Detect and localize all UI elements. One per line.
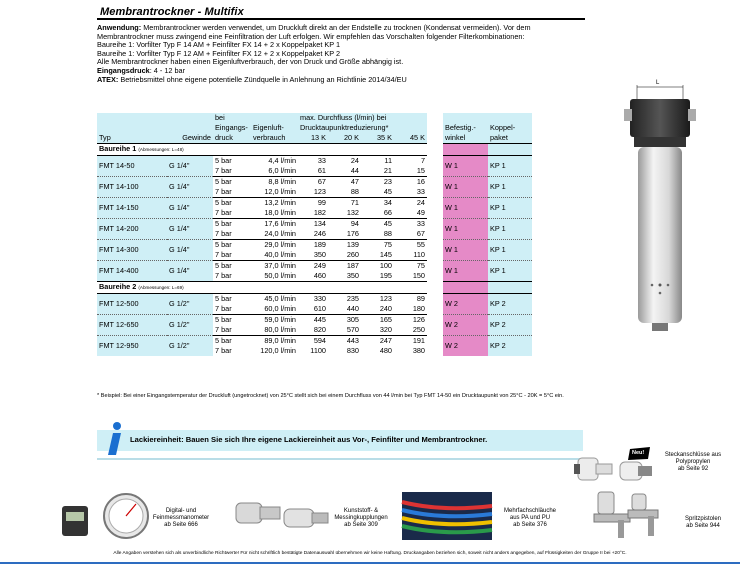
product-schlaeuche[interactable]: Mehrfachschläuche aus PA und PU ab Seite 376 xyxy=(503,508,557,529)
new-badge: Neu! xyxy=(628,447,668,461)
footer-disclaimer: Alle Angaben verstehen sich als unverbindliche Richtwerte! Für nicht schriftlich bestätigte Datenauswahl übernehmen wir keine Haftung. Druckangaben beziehen sich, soweit nicht anders angegeben, auf Flüssigkeiten der Gruppe II bei +20°C. xyxy=(113,551,627,556)
cell-e: 50,0 l/min xyxy=(264,271,296,280)
cell-k45: 67 xyxy=(416,229,425,238)
row-coupling: KP 1 xyxy=(488,177,532,198)
row-coupling: KP 2 xyxy=(488,336,532,357)
page-title-bar xyxy=(97,7,585,20)
cell-k13: 1100 xyxy=(310,346,326,355)
cell-p: 7 bar xyxy=(215,304,232,313)
cell-e: 60,0 l/min xyxy=(264,304,296,313)
cell-k13: 594 xyxy=(298,336,328,347)
cell-p: 5 bar xyxy=(213,219,251,230)
cell-k45: 16 xyxy=(394,177,427,188)
cell-k13: 246 xyxy=(313,229,326,238)
cell-k45: 110 xyxy=(413,250,425,259)
cell-k45: 126 xyxy=(394,315,427,326)
product-table xyxy=(97,113,532,356)
cell-p: 5 bar xyxy=(213,261,251,272)
cell-p: 7 bar xyxy=(215,271,232,280)
cell-k13: 99 xyxy=(298,198,328,209)
cell-k45: 250 xyxy=(412,325,425,334)
header-row-1: bei max. Durchfluss (l/min) bei xyxy=(97,113,532,123)
row-bracket: W 2 xyxy=(443,294,488,315)
row-thread: G 1/4" xyxy=(167,198,213,219)
cell-k20: 94 xyxy=(328,219,361,230)
cell-e: 89,0 l/min xyxy=(251,336,298,347)
row-type: FMT 14-150 xyxy=(97,198,167,219)
cell-k35: 240 xyxy=(379,304,392,313)
cell-k35: 165 xyxy=(361,315,394,326)
table-row xyxy=(97,336,532,347)
intro-text: Anwendung: Membrantrockner werden verwendet, um Druckluft direkt an der Endstelle zu trocknen (Kondensat vermeiden). Vor dem Membrantrockner muss zwingend eine Feinfiltration der Luft erfolgen. Wir empfehlen das Vorschalten folgender Filterkombinationen: Baureihe 1: Vorfilter Typ F 14 AM + Feinfilter FX 14 + 2 x Koppelpaket KP 1 Baureihe 1: Vorfilter Typ F 12 AM + Feinfilter FX 12 + 2 x Koppelpaket KP 2 Alle Membrantrockner haben einen Eigenluftverbrauch, der von Druck und Größe abhängig ist. Eingangsdruck: 4 - 12 bar ATEX: Betriebsmittel ohne eigene potentielle Zündquelle in Anlehnung an Richtlinie 2014/34/EU xyxy=(97,23,531,84)
row-type: FMT 14-400 xyxy=(97,261,167,282)
membrane-dryer-image xyxy=(610,80,705,340)
cell-k13: 350 xyxy=(313,250,326,259)
cell-p: 7 bar xyxy=(215,346,232,355)
cell-k13: 33 xyxy=(298,156,328,167)
cell-e: 18,0 l/min xyxy=(264,208,296,217)
cell-k45: 15 xyxy=(416,166,425,175)
footnote: * Beispiel: Bei einer Eingangstemperatur der Druckluft (ungetrocknet) von 25°C stellt sich bei einem Durchfluss von 44 l/min bei Typ FMT 14-50 ein Drucktaupunkt von 25°C - 20K = 5°C ein. xyxy=(97,393,564,399)
cell-p: 7 bar xyxy=(215,250,232,259)
cell-p: 7 bar xyxy=(215,229,232,238)
cell-e: 59,0 l/min xyxy=(251,315,298,326)
row-coupling: KP 1 xyxy=(488,261,532,282)
cell-k45: 191 xyxy=(394,336,427,347)
row-thread: G 1/4" xyxy=(167,240,213,261)
row-coupling: KP 2 xyxy=(488,294,532,315)
cell-k35: 320 xyxy=(379,325,392,334)
row-bracket: W 1 xyxy=(443,198,488,219)
row-bracket: W 1 xyxy=(443,156,488,177)
row-coupling: KP 1 xyxy=(488,219,532,240)
cell-p: 7 bar xyxy=(215,166,232,175)
product-spritzpistolen[interactable]: Spritzpistolen ab Seite 944 xyxy=(684,516,722,530)
cell-k45: 24 xyxy=(394,198,427,209)
cell-k35: 11 xyxy=(361,156,394,167)
cell-e: 17,6 l/min xyxy=(251,219,298,230)
cell-e: 40,0 l/min xyxy=(264,250,296,259)
cell-p: 5 bar xyxy=(213,177,251,188)
cell-k20: 187 xyxy=(328,261,361,272)
cell-k13: 820 xyxy=(313,325,326,334)
table-row xyxy=(97,198,532,209)
row-bracket: W 1 xyxy=(443,240,488,261)
cell-k35: 247 xyxy=(361,336,394,347)
cell-k35: 23 xyxy=(361,177,394,188)
row-thread: G 1/4" xyxy=(167,261,213,282)
cell-k13: 330 xyxy=(298,294,328,305)
cell-k20: 830 xyxy=(346,346,359,355)
header-row-3: Typ Gewinde druck verbrauch 13 K 20 K 35 K 45 K winkel paket xyxy=(97,133,532,144)
cell-k20: 305 xyxy=(328,315,361,326)
info-box xyxy=(97,430,583,451)
cell-p: 5 bar xyxy=(213,240,251,251)
cell-e: 6,0 l/min xyxy=(268,166,296,175)
cell-k20: 260 xyxy=(346,250,359,259)
cell-k35: 123 xyxy=(361,294,394,305)
cell-e: 12,0 l/min xyxy=(264,187,296,196)
cell-e: 29,0 l/min xyxy=(251,240,298,251)
cell-k35: 480 xyxy=(379,346,392,355)
cell-k35: 75 xyxy=(361,240,394,251)
product-manometer[interactable]: Digital- und Feinmessmanometer ab Seite 666 xyxy=(152,508,210,529)
cell-k35: 88 xyxy=(383,229,392,238)
page-title: Membrantrockner - Multifix xyxy=(100,6,244,18)
row-type: FMT 12-650 xyxy=(97,315,167,336)
cell-k35: 195 xyxy=(379,271,392,280)
cell-k45: 380 xyxy=(412,346,425,355)
divider xyxy=(97,458,583,460)
cell-k20: 24 xyxy=(328,156,361,167)
cell-e: 120,0 l/min xyxy=(260,346,296,355)
cell-k13: 182 xyxy=(313,208,326,217)
cell-k20: 235 xyxy=(328,294,361,305)
cell-p: 7 bar xyxy=(215,208,232,217)
cell-k13: 249 xyxy=(298,261,328,272)
cell-k20: 443 xyxy=(328,336,361,347)
row-type: FMT 14-100 xyxy=(97,177,167,198)
cell-k45: 150 xyxy=(412,271,425,280)
cell-k20: 88 xyxy=(350,187,359,196)
cell-p: 5 bar xyxy=(213,156,251,167)
series-header: Baureihe 2 (Abmessungen: L=69) xyxy=(97,282,532,294)
cell-k20: 47 xyxy=(328,177,361,188)
cell-p: 5 bar xyxy=(213,315,251,326)
footer-line xyxy=(0,562,740,564)
table-row xyxy=(97,315,532,326)
cell-k45: 49 xyxy=(416,208,425,217)
cell-k20: 132 xyxy=(346,208,359,217)
product-steckanschluesse[interactable]: Steckanschlüsse aus Polypropylen ab Seite 92 xyxy=(664,452,722,473)
row-coupling: KP 1 xyxy=(488,198,532,219)
cell-p: 7 bar xyxy=(215,187,232,196)
cell-p: 7 bar xyxy=(215,325,232,334)
row-coupling: KP 2 xyxy=(488,315,532,336)
cell-e: 45,0 l/min xyxy=(251,294,298,305)
cell-k45: 55 xyxy=(394,240,427,251)
cell-k20: 440 xyxy=(346,304,359,313)
multi-hose-image xyxy=(402,492,492,540)
table-row xyxy=(97,294,532,305)
cell-k45: 75 xyxy=(394,261,427,272)
cell-k13: 460 xyxy=(313,271,326,280)
row-thread: G 1/2" xyxy=(167,315,213,336)
spray-gun-image xyxy=(588,490,666,540)
table-row xyxy=(97,177,532,188)
row-thread: G 1/2" xyxy=(167,294,213,315)
row-type: FMT 12-950 xyxy=(97,336,167,357)
row-bracket: W 1 xyxy=(443,261,488,282)
cell-e: 13,2 l/min xyxy=(251,198,298,209)
cell-e: 24,0 l/min xyxy=(264,229,296,238)
cell-k20: 350 xyxy=(346,271,359,280)
row-bracket: W 1 xyxy=(443,219,488,240)
cell-k20: 139 xyxy=(328,240,361,251)
cell-k13: 61 xyxy=(317,166,326,175)
cell-k20: 570 xyxy=(346,325,359,334)
table-row xyxy=(97,219,532,230)
row-bracket: W 1 xyxy=(443,177,488,198)
cell-k35: 145 xyxy=(379,250,392,259)
cell-k13: 189 xyxy=(298,240,328,251)
cell-k35: 45 xyxy=(383,187,392,196)
cell-e: 80,0 l/min xyxy=(264,325,296,334)
cell-k45: 180 xyxy=(412,304,425,313)
cell-k20: 176 xyxy=(346,229,359,238)
cell-k13: 445 xyxy=(298,315,328,326)
row-type: FMT 14-50 xyxy=(97,156,167,177)
row-bracket: W 2 xyxy=(443,315,488,336)
cell-k45: 89 xyxy=(394,294,427,305)
row-coupling: KP 1 xyxy=(488,240,532,261)
cell-k35: 45 xyxy=(361,219,394,230)
product-kupplungen[interactable]: Kunststoff- & Messingkupplungen ab Seite 309 xyxy=(334,508,388,529)
row-thread: G 1/4" xyxy=(167,177,213,198)
row-type: FMT 14-200 xyxy=(97,219,167,240)
cell-k13: 610 xyxy=(313,304,326,313)
cell-k13: 134 xyxy=(298,219,328,230)
cell-k45: 33 xyxy=(394,219,427,230)
cell-e: 37,0 l/min xyxy=(251,261,298,272)
row-thread: G 1/4" xyxy=(167,156,213,177)
cell-k35: 34 xyxy=(361,198,394,209)
series-header: Baureihe 1 (Abmessungen: L=48) xyxy=(97,144,532,156)
info-icon xyxy=(105,421,125,457)
table-row xyxy=(97,261,532,272)
cell-p: 5 bar xyxy=(213,336,251,347)
row-coupling: KP 1 xyxy=(488,156,532,177)
table-row xyxy=(97,240,532,251)
row-thread: G 1/4" xyxy=(167,219,213,240)
cell-k45: 33 xyxy=(416,187,425,196)
cell-p: 5 bar xyxy=(213,198,251,209)
row-type: FMT 12-500 xyxy=(97,294,167,315)
cell-k35: 100 xyxy=(361,261,394,272)
cell-e: 4,4 l/min xyxy=(251,156,298,167)
cell-k35: 66 xyxy=(383,208,392,217)
row-bracket: W 2 xyxy=(443,336,488,357)
cell-k13: 67 xyxy=(298,177,328,188)
cell-k45: 7 xyxy=(394,156,427,167)
cell-k20: 44 xyxy=(350,166,359,175)
cell-k20: 71 xyxy=(328,198,361,209)
row-type: FMT 14-300 xyxy=(97,240,167,261)
row-thread: G 1/2" xyxy=(167,336,213,357)
cell-k35: 21 xyxy=(383,166,392,175)
cell-k13: 123 xyxy=(313,187,326,196)
info-text: Lackiereinheit: Bauen Sie sich Ihre eigene Lackiereinheit aus Vor-, Feinfilter und Membrantrockner. xyxy=(130,435,488,444)
cell-p: 5 bar xyxy=(213,294,251,305)
header-row-2: Eingangs- Eigenluft- Drucktaupunktreduzierung* Befestig.- Koppel- xyxy=(97,123,532,133)
cell-e: 8,8 l/min xyxy=(251,177,298,188)
dimension-label: L xyxy=(656,80,660,86)
table-row xyxy=(97,156,532,167)
